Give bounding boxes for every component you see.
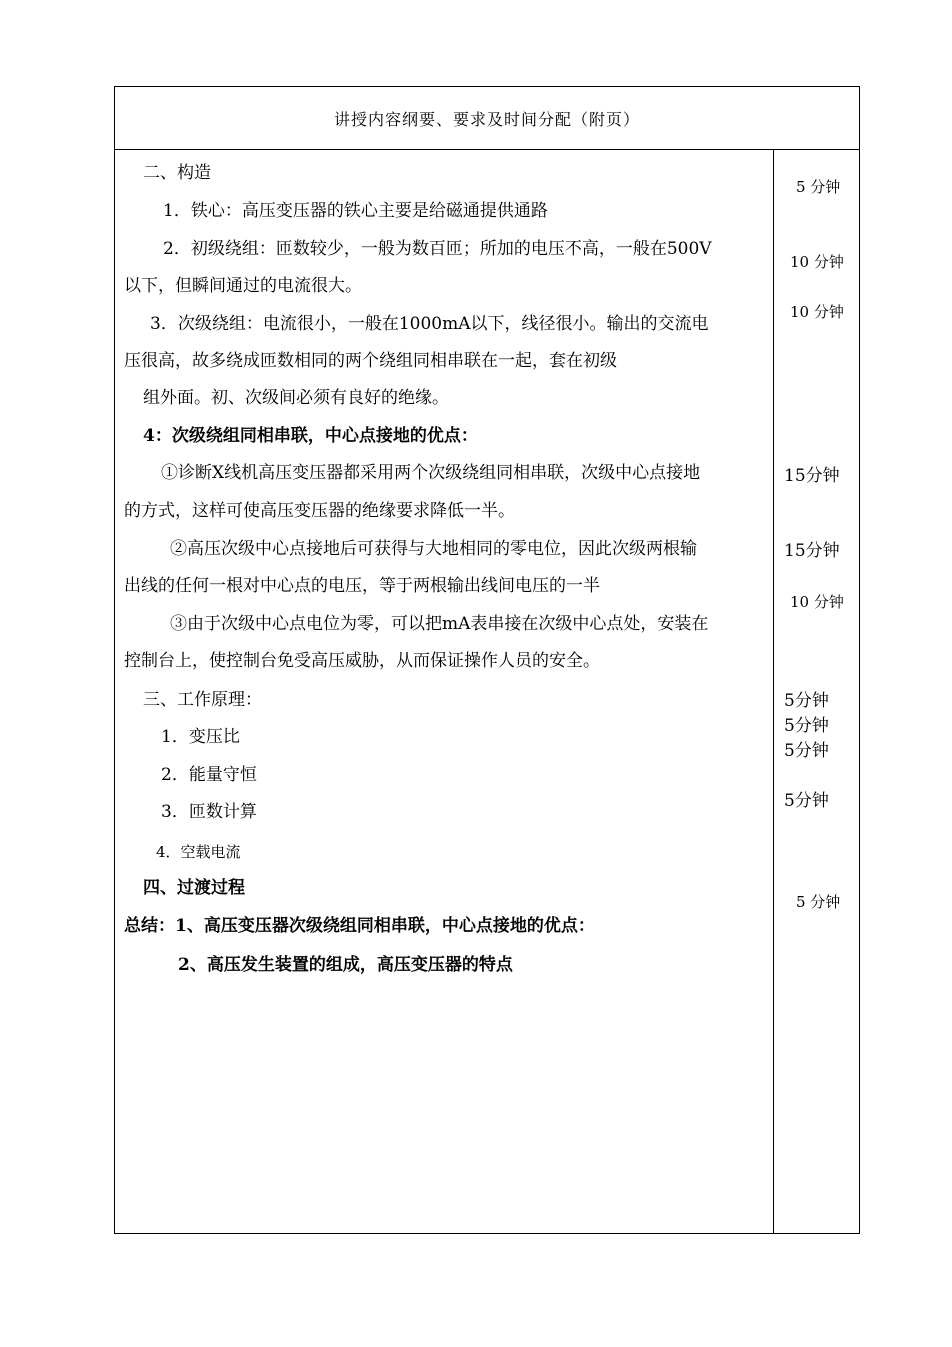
- time-allocation: 10 分钟: [790, 303, 844, 321]
- time-allocation: 10 分钟: [790, 253, 844, 271]
- time-allocation: 5分钟: [784, 791, 829, 811]
- time-allocation: 5分钟: [784, 741, 829, 761]
- summary-line: 总结：1、高压变压器次级绕组同相串联，中心点接地的优点：: [124, 916, 595, 936]
- summary-line: 2、高压发生装置的组成，高压变压器的特点: [178, 955, 513, 975]
- time-allocation: 5分钟: [784, 716, 829, 736]
- content-line: 组外面。初、次级间必须有良好的绝缘。: [143, 388, 449, 408]
- time-allocation: 15分钟: [784, 541, 840, 561]
- time-allocation: 10 分钟: [790, 593, 844, 611]
- content-line: 2．初级绕组：匝数较少，一般为数百匝；所加的电压不高，一般在500V: [163, 239, 712, 259]
- content-line: 以下，但瞬间通过的电流很大。: [124, 276, 362, 296]
- content-line: 的方式，这样可使高压变压器的绝缘要求降低一半。: [124, 501, 515, 521]
- table-header: [115, 87, 859, 150]
- section-heading-principle: 三、工作原理：: [143, 690, 262, 710]
- content-line: 3．次级绕组：电流很小，一般在1000mA以下，线径很小。输出的交流电: [150, 314, 709, 334]
- content-line: 出线的任何一根对中心点的电压，等于两根输出线间电压的一半: [124, 576, 600, 596]
- content-line: 4．空载电流: [156, 843, 241, 861]
- time-allocation: 15分钟: [784, 466, 840, 486]
- content-line: 1．铁心：高压变压器的铁心主要是给磁通提供通路: [163, 201, 548, 221]
- time-allocation: 5 分钟: [796, 178, 841, 196]
- content-line: 3．匝数计算: [161, 802, 257, 822]
- content-line: ③由于次级中心点电位为零，可以把mA表串接在次级中心点处，安装在: [170, 614, 709, 634]
- content-line: ①诊断X线机高压变压器都采用两个次级绕组同相串联，次级中心点接地: [161, 463, 701, 483]
- time-allocation: 5 分钟: [796, 893, 841, 911]
- column-divider: [773, 149, 774, 1233]
- content-line: 控制台上，使控制台免受高压威胁，从而保证操作人员的安全。: [124, 651, 600, 671]
- section-subheading: 4：次级绕组同相串联，中心点接地的优点：: [143, 426, 478, 446]
- section-heading-structure: 二、构造: [143, 163, 211, 183]
- content-line: ②高压次级中心点接地后可获得与大地相同的零电位，因此次级两根输: [170, 539, 697, 559]
- content-line: 1．变压比: [161, 727, 240, 747]
- table-title: 讲授内容纲要、要求及时间分配（附页）: [333, 109, 640, 129]
- content-line: 2．能量守恒: [161, 765, 257, 785]
- time-allocation: 5分钟: [784, 691, 829, 711]
- content-line: 压很高，故多绕成匝数相同的两个绕组同相串联在一起，套在初级: [124, 351, 617, 371]
- section-heading-transition: 四、过渡过程: [143, 878, 245, 898]
